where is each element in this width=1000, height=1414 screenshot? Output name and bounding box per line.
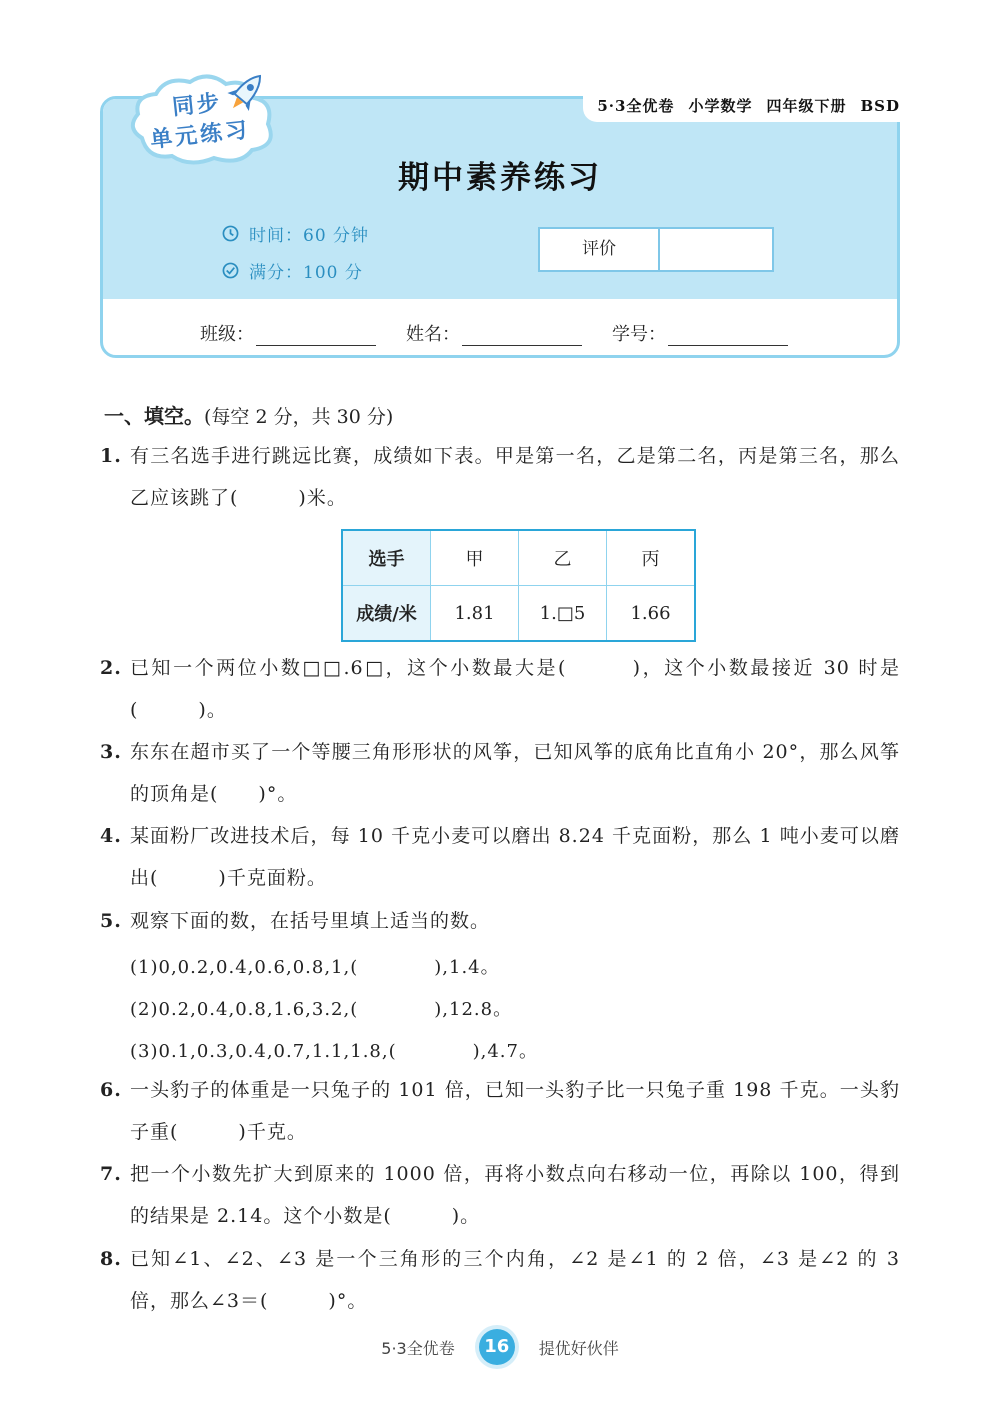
time-info — [222, 221, 369, 246]
question-text: 一头豹子的体重是一只兔子的 101 倍，已知一头豹子比一只兔子重 198 千克。一头豹子重( )千克。 — [130, 1079, 900, 1143]
question-7 — [100, 1153, 900, 1237]
table-cell: 1.66 — [607, 586, 696, 642]
page-title: 期中素养练习 — [398, 160, 602, 196]
question-number: 7. — [100, 1163, 122, 1185]
name-blank[interactable] — [462, 325, 582, 346]
q5-sub-2: (2)0.2,0.4,0.8,1.6,3.2,( ),12.8。 — [130, 999, 513, 1020]
q5-sub-3: (3)0.1,0.3,0.4,0.7,1.1,1.8,( ),4.7。 — [130, 1041, 538, 1062]
q5-sub-1: (1)0,0.2,0.4,0.6,0.8,1,( ),1.4。 — [130, 957, 500, 978]
series-item: 5·3全优卷 — [597, 97, 675, 115]
table-cell: 成绩/米 — [342, 586, 431, 642]
question-1 — [100, 435, 900, 519]
page-number-badge: 16 — [479, 1329, 515, 1365]
table-cell: 选手 — [342, 530, 431, 586]
table-cell: 甲 — [431, 530, 519, 586]
series-item: 小学数学 — [688, 97, 753, 115]
score-info — [222, 258, 363, 283]
footer-right: 提优好伙伴 — [538, 1338, 619, 1358]
clock-icon — [222, 225, 239, 242]
question-3 — [100, 731, 900, 815]
question-text: 东东在超市买了一个等腰三角形形状的风筝，已知风筝的底角比直角小 20°，那么风筝的顶角是( )°。 — [130, 741, 900, 805]
footer-left: 5·3全优卷 — [381, 1338, 455, 1358]
class-label: 班级： — [200, 324, 254, 345]
question-text: 有三名选手进行跳远比赛，成绩如下表。甲是第一名，乙是第二名，丙是第三名，那么乙应该跳了( )米。 — [130, 445, 900, 509]
table-cell: 1.□5 — [519, 586, 607, 642]
time-text: 时间：60 分钟 — [249, 226, 370, 246]
table-row — [342, 586, 695, 642]
class-field — [200, 320, 376, 346]
question-text: 观察下面的数，在括号里填上适当的数。 — [130, 910, 491, 932]
badge-line2: 单元练习 — [149, 117, 252, 154]
question-8 — [100, 1238, 900, 1322]
number-blank[interactable] — [668, 325, 788, 346]
question-text: 已知一个两位小数□□.6□，这个小数最大是( )，这个小数最接近 30 时是( )。 — [130, 657, 900, 721]
question-number: 5. — [100, 910, 122, 932]
score-text: 满分：100 分 — [249, 263, 363, 283]
question-text: 把一个小数先扩大到原来的 1000 倍，再将小数点向右移动一位，再除以 100，得到的结果是 2.14。这个小数是( )。 — [130, 1163, 900, 1227]
name-label: 姓名： — [406, 324, 460, 345]
question-4 — [100, 815, 900, 899]
table-row — [342, 530, 695, 586]
table-cell: 丙 — [607, 530, 696, 586]
evaluation-label: 评价 — [540, 229, 660, 270]
question-number: 3. — [100, 741, 122, 763]
name-field — [406, 320, 582, 346]
section-note: (每空 2 分，共 30 分) — [204, 406, 394, 428]
question-number: 1. — [100, 445, 122, 467]
question-number: 6. — [100, 1079, 122, 1101]
question-text: 已知∠1、∠2、∠3 是一个三角形的三个内角，∠2 是∠1 的 2 倍，∠3 是∠2 的 3 倍，那么∠3＝( )°。 — [130, 1248, 900, 1312]
section-heading — [104, 400, 393, 429]
question-5 — [100, 900, 900, 942]
table-cell: 乙 — [519, 530, 607, 586]
question-6 — [100, 1069, 900, 1153]
student-info — [200, 320, 818, 346]
series-item: 四年级下册 — [766, 97, 847, 115]
question-2 — [100, 647, 900, 731]
score-table — [341, 529, 696, 642]
question-text: 某面粉厂改进技术后，每 10 千克小麦可以磨出 8.24 千克面粉，那么 1 吨小麦可以磨出( )千克面粉。 — [130, 825, 900, 889]
question-number: 2. — [100, 657, 122, 679]
number-field — [612, 320, 788, 346]
series-line — [583, 91, 900, 122]
question-number: 4. — [100, 825, 122, 847]
question-number: 8. — [100, 1248, 122, 1270]
page-footer — [0, 1329, 1000, 1365]
table-cell: 1.81 — [431, 586, 519, 642]
section-title: 一、填空。 — [104, 404, 204, 428]
class-blank[interactable] — [256, 325, 376, 346]
badge-line1: 同步 — [171, 90, 224, 121]
number-label: 学号： — [612, 324, 666, 345]
check-circle-icon — [222, 262, 239, 279]
evaluation-field[interactable] — [660, 229, 772, 270]
series-item: BSD — [860, 97, 900, 115]
evaluation-box — [538, 227, 774, 272]
